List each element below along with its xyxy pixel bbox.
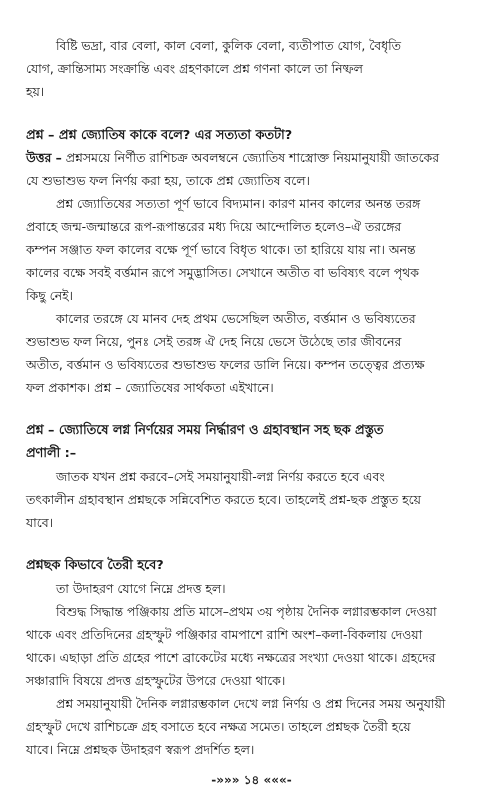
- page-number: -»»» ১৪ «««-: [211, 773, 292, 787]
- question-1-heading: প্রশ্ন – প্রশ্ন জ্যোতিষ কাকে বলে? এর সত্যতা কতটা?: [26, 128, 293, 143]
- q3-line-2: বিশুদ্ধ সিদ্ধান্ত পঞ্জিকায় প্রতি মাসে–প্রথম ৩য় পৃষ্ঠায় দৈনিক লগ্নারম্ভকাল দেওয়া: [56, 604, 437, 619]
- q1-para3-line-2: শুভাশুভ ফল নিয়ে, পুনঃ সেই তরঙ্গ ঐ দেহ নিয়ে ভেসে উঠেছে তার জীবনের: [26, 334, 402, 349]
- q2-para-line-2: তৎকালীন গ্রহাবস্থান প্রশ্নছকে সন্নিবেশিত করতে হবে। তাহলেই প্রশ্ন-ছক প্রস্তুত হয়ে: [26, 492, 421, 507]
- answer-label: উত্তর –: [26, 150, 62, 165]
- q3-line-4: থাকে। এছাড়া প্রতি গ্রহের পাশে ব্রাকেটের মধ্যে নক্ষত্রের সংখ্যা দেওয়া থাকে। গ্রহদের: [26, 650, 436, 665]
- q2-para-line-1: জাতক যখন প্রশ্ন করবে–সেই সময়ানুযায়ী-লগ্ন নির্ণয় করতে হবে এবং: [56, 469, 385, 484]
- question-2-heading-line-1: প্রশ্ন – জ্যোতিষে লগ্ন নির্ণয়ের সময় নির্দ্ধারণ ও গ্রহাবস্থান সহ ছক প্রস্তুত: [26, 423, 384, 438]
- q1-para2-line-1: প্রশ্ন জ্যোতিষের সত্যতা পূর্ণ ভাবে বিদ্যমান। কারণ মানব কালের অনন্ত তরঙ্গ: [56, 196, 421, 211]
- question-2-heading-line-2: প্রণালী :–: [26, 446, 77, 461]
- q3-line-3: থাকে এবং প্রতিদিনের গ্রহস্ফুট পঞ্জিকার বামপাশে রাশি অংশ–কলা-বিকলায় দেওয়া: [26, 627, 423, 642]
- answer-1-line-2: যে শুভাশুভ ফল নির্ণয় করা হয়, তাকে প্রশ্ন জ্যোতিষ বলে।: [26, 173, 310, 188]
- intro-line-3: হয়।: [26, 84, 45, 99]
- q3-line-5: সঞ্চারাদি বিষয়ে প্রদত্ত গ্রহস্ফুটের উপরে দেওয়া থাকে।: [26, 673, 286, 688]
- q1-para2-line-3: কম্পন সঞ্জাত ফল কালের বক্ষে পূর্ণ ভাবে বিধৃত থাকে। তা হারিয়ে যায় না। অনন্ত: [26, 242, 416, 257]
- intro-line-2: যোগ, ক্রান্তিসাম্য সংক্রান্তি এবং গ্রহণকালে প্রশ্ন গণনা কালে তা নিষ্ফল: [26, 61, 363, 76]
- question-3-heading: প্রশ্নছক কিভাবে তৈরী হবে?: [26, 558, 164, 573]
- q1-para3-line-1: কালের তরঙ্গে যে মানব দেহ প্রথম ভেসেছিল অতীত, বর্ত্তমান ও ভবিষ্যতের: [56, 311, 416, 326]
- q1-para3-line-4: ফল প্রকাশক। প্রশ্ন – জ্যোতিষের সার্থকতা এইখানে।: [26, 380, 274, 395]
- q1-para3-line-3: অতীত, বর্ত্তমান ও ভবিষ্যতের শুভাশুভ ফলের ডালি নিয়ে। কম্পন তত্ত্বের প্রত্যক্ষ: [26, 357, 425, 372]
- q3-line-1: তা উদাহরণ যোগে নিম্নে প্রদত্ত হল।: [56, 581, 226, 596]
- answer-1-text: প্রশ্নসময়ে নির্ণীত রাশিচক্র অবলম্বনে জ্যোতিষ শাস্ত্রোক্ত নিয়মানুযায়ী জাতকের: [65, 150, 440, 165]
- q2-para-line-3: যাবে।: [26, 515, 54, 530]
- q3-line-7: গ্রহস্ফুট দেখে রাশিচক্রে গ্রহ বসাতে হবে নক্ষত্র সমেত। তাহলে প্রশ্নছক তৈরী হয়ে: [26, 719, 411, 734]
- q1-para2-line-2: প্রবাহে জন্ম-জন্মান্তরে রূপ-রূপান্তরের মধ্য দিয়ে আন্দোলিত হলেও–ঐ তরঙ্গের: [26, 219, 402, 234]
- q1-para2-line-4: কালের বক্ষে সবই বর্ত্তমান রূপে সমুদ্ভাসিত। সেখানে অতীত বা ভবিষ্যৎ বলে পৃথক: [26, 265, 419, 280]
- answer-1-line-1: [26, 150, 439, 166]
- q3-line-6: প্রশ্ন সময়ানুযায়ী দৈনিক লগ্নারম্ভকাল দেখে লগ্ন নির্ণয় ও প্রশ্ন দিনের সময় অনুযায়ী: [56, 696, 446, 711]
- q1-para2-line-5: কিছু নেই।: [26, 288, 73, 303]
- q3-line-8: যাবে। নিম্নে প্রশ্নছক উদাহরণ স্বরূপ প্রদর্শিত হল।: [26, 742, 255, 757]
- intro-line-1: বিষ্টি ভদ্রা, বার বেলা, কাল বেলা, কুলিক বেলা, ব্যতীপাত যোগ, বৈধৃতি: [56, 38, 401, 53]
